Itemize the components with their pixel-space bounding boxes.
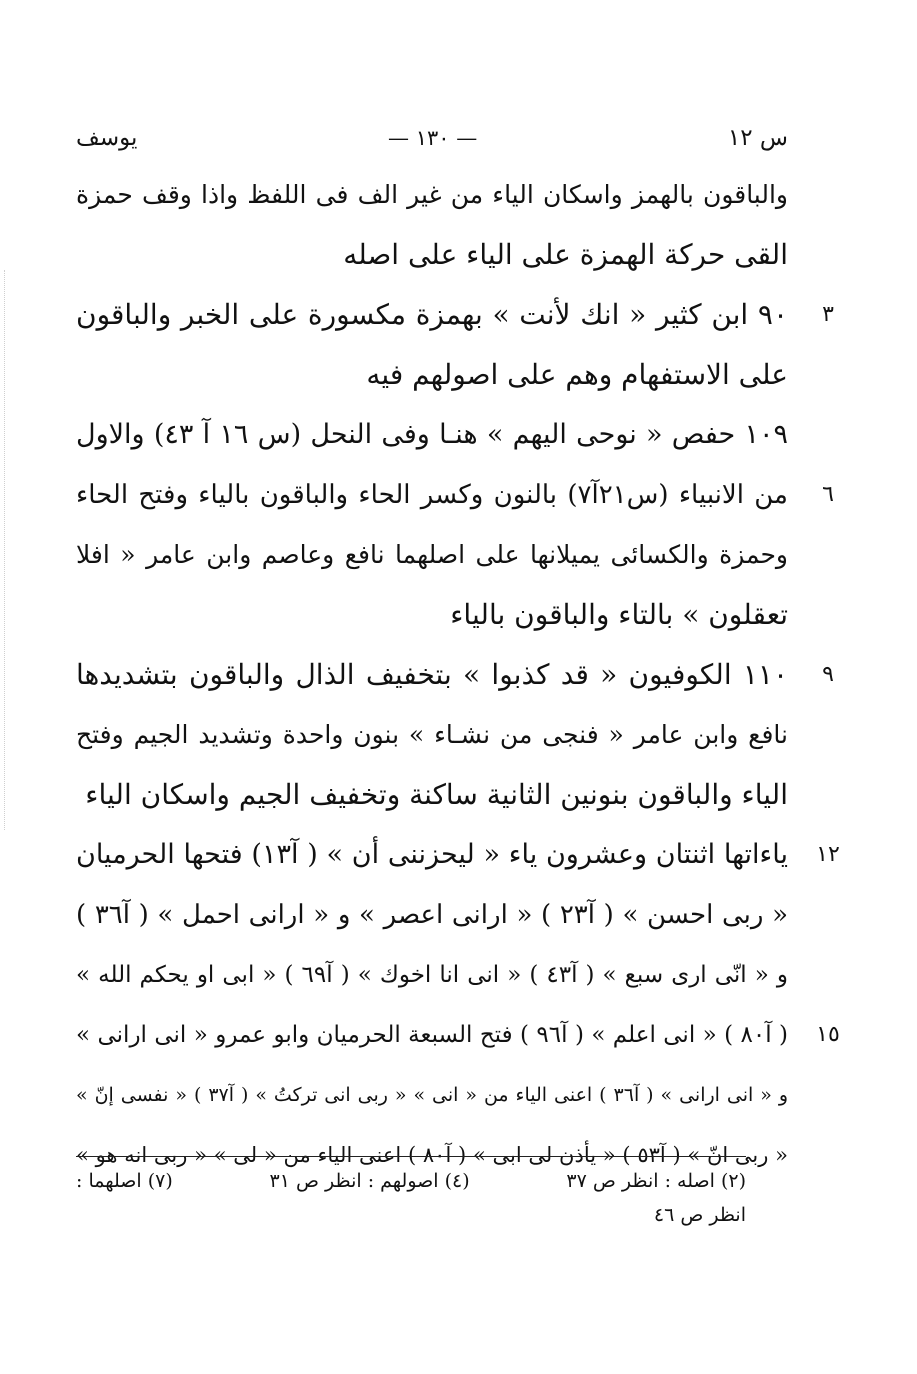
footnote-item: (٤) اصولهم : انظر ص ٣١ xyxy=(269,1170,470,1192)
margin-dots xyxy=(4,270,15,830)
text-line xyxy=(76,465,834,525)
text-line xyxy=(76,645,834,705)
line-number: ١٥ xyxy=(816,1022,840,1047)
line-text: ١٠٩ حفص « نوحى اليهم » هنـا وفى النحل (س ١٦ آ ٤٣) والاول xyxy=(76,419,788,450)
line-text: و « انّى ارى سبع » ( آ٤٣ ) « انى انا اخوك » ( آ٦٩ ) « ابى او يحكم الله » xyxy=(76,962,788,988)
line-text: و « انى ارانى » ( آ٣٦ ) اعنى الياء من « انى » « ربى انى تركتُ » ( آ٣٧ ) « نفسى إنّ » xyxy=(76,1084,788,1106)
text-line xyxy=(76,345,788,405)
text-line xyxy=(76,1005,840,1065)
line-text: تعقلون » بالتاء والباقون بالياء xyxy=(450,598,788,631)
line-text: ١١٠ الكوفيون « قد كذبوا » بتخفيف الذال والباقون بتشديدها xyxy=(76,658,788,691)
footnote-continuation: انظر ص ٤٦ xyxy=(653,1204,746,1226)
footnote-row xyxy=(76,1164,746,1198)
line-text: على الاستفهام وهم على اصولهم فيه xyxy=(366,358,788,391)
text-line xyxy=(76,1065,788,1125)
footnotes xyxy=(76,1164,746,1232)
header-chapter-ref: س ١٢ xyxy=(727,125,788,151)
text-line xyxy=(76,405,788,465)
text-line xyxy=(76,765,788,825)
line-text: ياءاتها اثنتان وعشرون ياء « ليحزننى أن » ( آ١٣) فتحها الحرميان xyxy=(76,839,788,870)
line-text: ٩٠ ابن كثير « انك لأنت » بهمزة مكسورة على الخبر والباقون xyxy=(76,298,788,331)
line-number: ٩ xyxy=(822,662,834,687)
line-text: ( آ٨٠ ) « انى اعلم » ( آ٩٦ ) فتح السبعة الحرميان وابو عمرو « انى ارانى » xyxy=(76,1022,788,1048)
text-line xyxy=(76,225,788,285)
line-text: الياء والباقون بنونين الثانية ساكنة وتخفيف الجيم واسكان الياء xyxy=(85,778,788,811)
line-number: ١٢ xyxy=(816,842,840,867)
line-text: والباقون بالهمز واسكان الياء من غير الف فى اللفظ واذا وقف حمزة xyxy=(76,180,788,209)
header-surah-name: يوسف xyxy=(76,125,138,151)
footnote-item: (٧) اصلهما : xyxy=(76,1170,173,1192)
footnote-item: (٢) اصله : انظر ص ٣٧ xyxy=(566,1170,746,1192)
text-line xyxy=(76,825,840,885)
line-text: القى حركة الهمزة على الياء على اصله xyxy=(343,238,788,271)
line-number: ٦ xyxy=(822,482,834,507)
footnote-divider xyxy=(76,1156,746,1157)
line-text: نافع وابن عامر « فنجى من نشـاء » بنون واحدة وتشديد الجيم وفتح xyxy=(76,720,788,749)
text-line xyxy=(76,885,788,945)
page-body xyxy=(76,165,840,1185)
text-line xyxy=(76,945,788,1005)
text-line xyxy=(76,165,788,225)
line-text: « ربى انّ » ( آ٥٣ ) « يأذن لى ابى » ( آ٨٠ ) اعنى الياء من « لى » « ربى انه هو » xyxy=(76,1143,788,1167)
page-header xyxy=(76,118,788,158)
line-number: ٣ xyxy=(822,302,834,327)
text-line xyxy=(76,585,788,645)
line-text: وحمزة والكسائى يميلانها على اصلهما نافع وعاصم وابن عامر « افلا xyxy=(76,540,788,569)
text-line xyxy=(76,705,788,765)
text-line xyxy=(76,285,834,345)
line-text: من الانبياء (س٢١آ٧) بالنون وكسر الحاء والباقون بالياء وفتح الحاء xyxy=(76,480,788,510)
line-text: « ربى احسن » ( آ٢٣ ) « ارانى اعصر » و « ارانى احمل » ( آ٣٦ ) xyxy=(76,900,789,930)
text-line xyxy=(76,525,788,585)
page-number: — ١٣٠ — xyxy=(388,126,478,150)
